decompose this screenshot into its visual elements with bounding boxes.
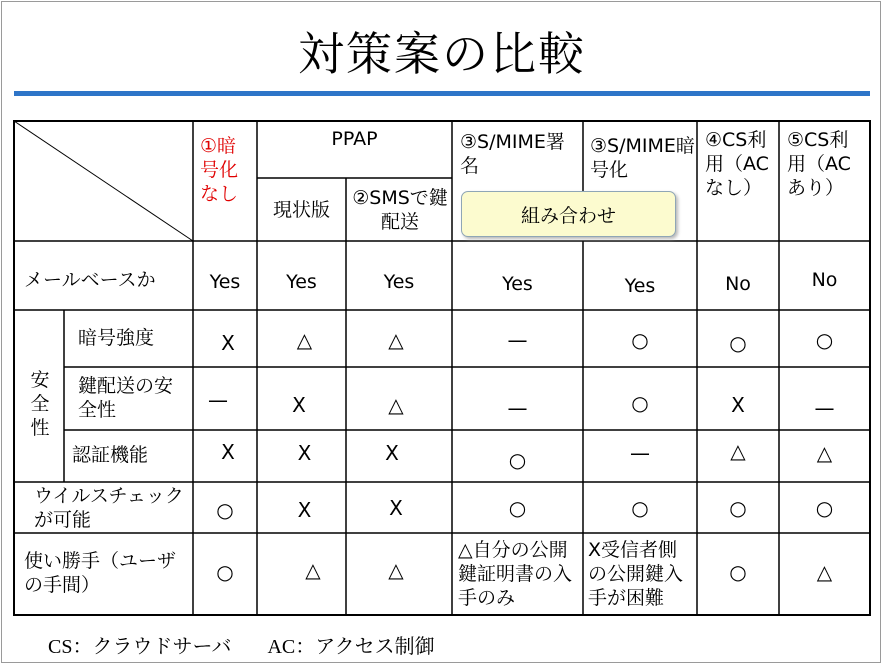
- header-cs-without-ac: ④CS利用（ACなし）: [705, 129, 769, 199]
- header-no-encryption: ①暗号化なし: [200, 135, 239, 205]
- cell-auth-none: X: [221, 440, 235, 464]
- header-smime-signature: ③S/MIME署名: [460, 131, 565, 177]
- cell-mail-cs-ac: No: [811, 269, 838, 291]
- cell-auth-current: X: [297, 441, 312, 465]
- cell-mail-none: Yes: [209, 271, 241, 293]
- cell-keydelivery-smime-sign: —: [507, 396, 528, 420]
- cell-mail-current: Yes: [286, 271, 317, 293]
- cell-mail-smime-encrypt: Yes: [624, 275, 656, 297]
- row-label-authentication: 認証機能: [72, 444, 149, 466]
- header-current-version: 現状版: [272, 198, 330, 221]
- cell-strength-smime-sign: —: [507, 328, 528, 352]
- cell-auth-cs-no-ac: △: [730, 439, 746, 463]
- cell-usability-current: △: [305, 558, 321, 582]
- cell-virus-sms: X: [389, 496, 403, 520]
- cell-auth-smime-encrypt: —: [630, 441, 650, 465]
- cell-usability-cs-no-ac: ○: [729, 560, 747, 584]
- row-label-virus-check: ウイルスチェックが可能: [34, 485, 184, 531]
- row-label-mail-based: メールベースか: [24, 269, 156, 291]
- cell-mail-cs-no-ac: No: [725, 273, 751, 295]
- cell-auth-smime-sign: ○: [508, 448, 527, 472]
- cell-keydelivery-smime-encrypt: ○: [631, 391, 649, 415]
- cell-usability-none: ○: [216, 560, 234, 584]
- page-title: 対策案の比較: [298, 27, 586, 81]
- footer-ac-abbr: AC: [267, 636, 296, 658]
- row-group-security: 安全性: [30, 369, 50, 439]
- cell-virus-cs-no-ac: ○: [729, 496, 747, 520]
- cell-keydelivery-cs-no-ac: X: [731, 393, 745, 417]
- row-label-encryption-strength: 暗号強度: [78, 327, 155, 349]
- cell-virus-current: X: [297, 498, 312, 522]
- cell-virus-none: ○: [216, 498, 234, 522]
- cell-strength-sms: △: [388, 328, 404, 352]
- header-ppap: PPAP: [331, 128, 378, 150]
- cell-virus-smime-sign: ○: [508, 496, 527, 520]
- cell-auth-cs-ac: △: [816, 441, 833, 465]
- cell-virus-cs-ac: ○: [815, 496, 834, 520]
- cell-strength-current: △: [296, 328, 313, 352]
- cell-usability-smime-sign: △自分の公開鍵証明書の入手のみ: [458, 539, 573, 609]
- footer-ac-text: ：アクセス制御: [295, 634, 435, 658]
- combination-callout: 組み合わせ: [461, 191, 676, 237]
- row-label-key-delivery-safety: 鍵配送の安全性: [78, 375, 174, 421]
- header-cs-with-ac: ⑤CS利用（ACあり）: [787, 129, 851, 199]
- footer-cs-text: ：クラウドサーバ: [72, 634, 232, 658]
- cell-strength-smime-encrypt: ○: [631, 328, 649, 352]
- cell-usability-sms: △: [388, 558, 404, 582]
- cell-mail-sms: Yes: [383, 271, 415, 293]
- header-sms-key-delivery: ②SMSで鍵配送: [352, 186, 448, 233]
- footer-legend: [48, 630, 435, 659]
- cell-strength-cs-no-ac: ○: [729, 331, 747, 355]
- row-label-usability: 使い勝手（ユーザの手間）: [24, 550, 177, 596]
- cell-keydelivery-cs-ac: —: [814, 396, 835, 420]
- footer-cs-abbr: CS: [48, 636, 73, 658]
- cell-usability-cs-ac: △: [816, 560, 833, 584]
- cell-virus-smime-encrypt: ○: [631, 496, 649, 520]
- cell-keydelivery-current: X: [292, 393, 306, 417]
- cell-keydelivery-sms: △: [388, 393, 404, 417]
- cell-auth-sms: X: [385, 441, 399, 465]
- cell-strength-cs-ac: ○: [815, 328, 834, 352]
- cell-keydelivery-none: —: [208, 388, 228, 412]
- cell-usability-smime-encrypt: X受信者側の公開鍵入手が困難: [588, 539, 684, 609]
- header-smime-encryption: ③S/MIME暗号化: [590, 135, 695, 181]
- cell-mail-smime-sign: Yes: [502, 273, 533, 295]
- cell-strength-none: X: [221, 331, 235, 355]
